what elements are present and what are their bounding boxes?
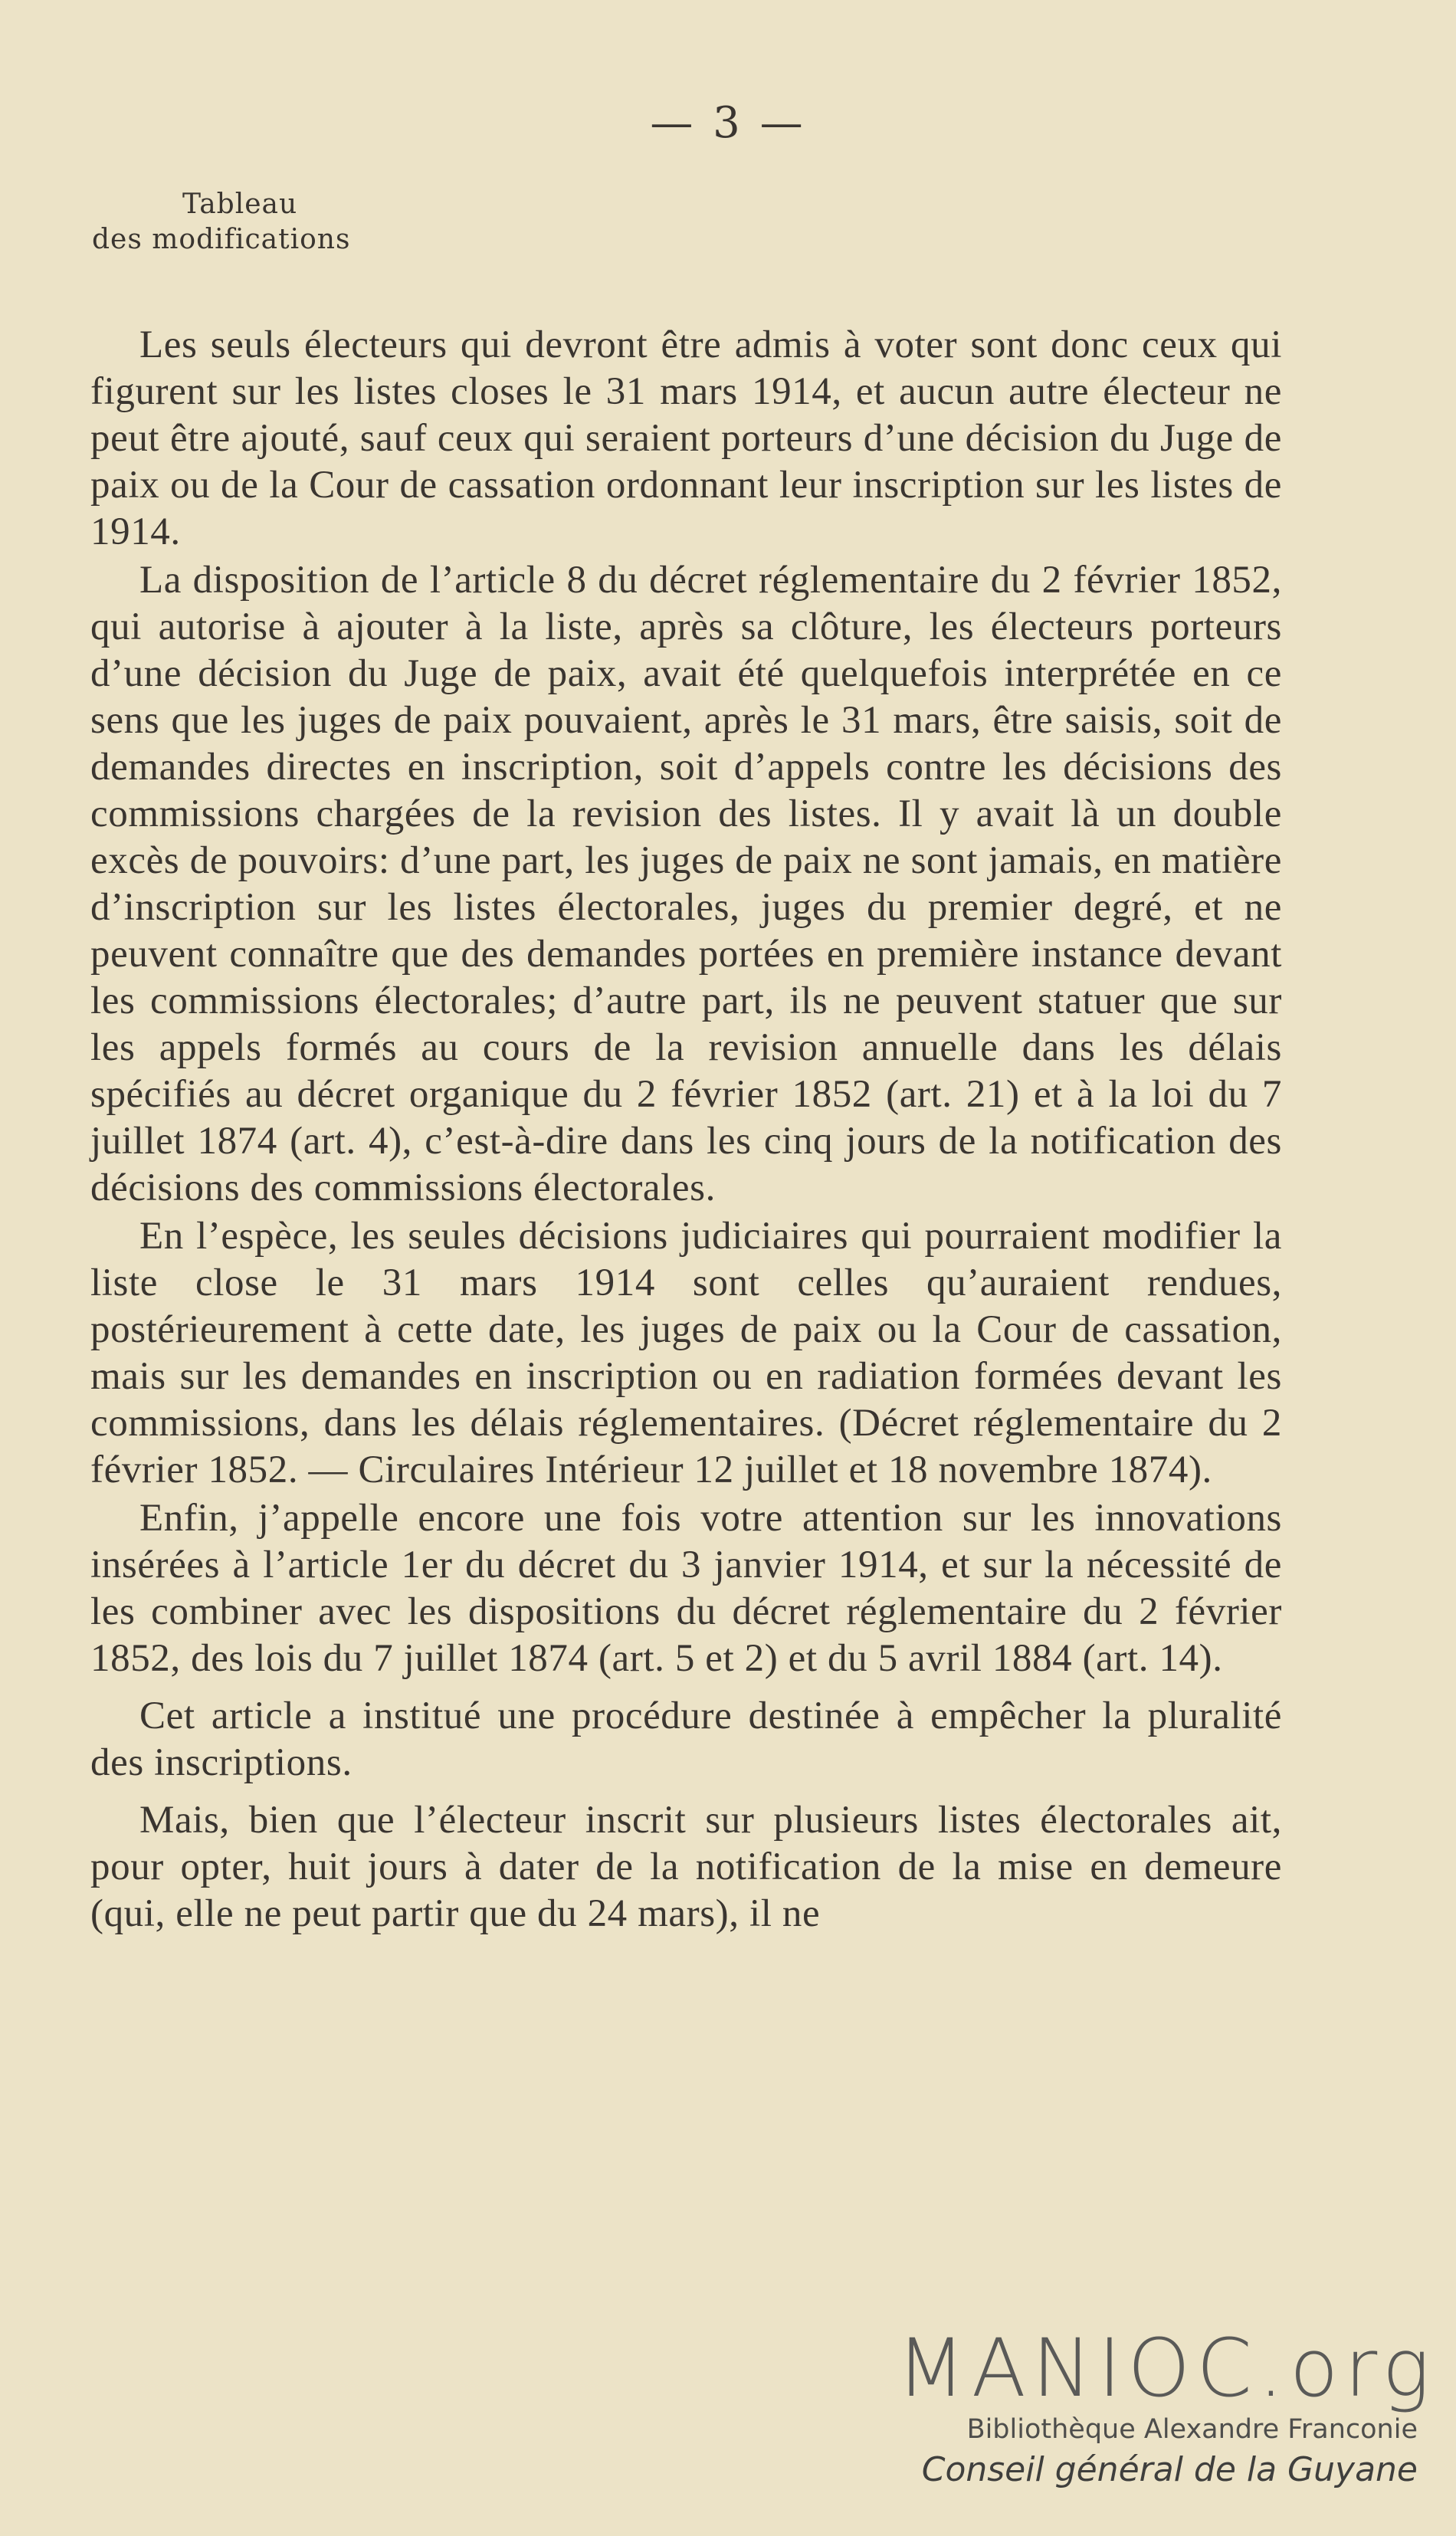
manioc-logo: MANIOC.org	[897, 2321, 1436, 2415]
paragraph-6: Mais, bien que l’électeur inscrit sur plusieurs listes électorales ait, pour opter, huit jours à dater de la notification de la mise en demeure (qui, elle ne peut partir que du 24 mars), il ne	[90, 1799, 1282, 1935]
paragraph-5: Cet article a institué une procédure destinée à empêcher la pluralité des inscriptions.	[90, 1694, 1282, 1784]
page-number: — 3 —	[650, 98, 806, 148]
margin-note	[92, 187, 350, 258]
paragraph-1: Les seuls électeurs qui devront être admis à voter sont donc ceux qui figurent sur les listes closes le 31 mars 1914, et aucun autre électeur ne peut être ajouté, sauf ceux qui seraient porteurs d’une décision du Juge de paix ou de la Cour de cassation ordonnant leur inscription sur les listes de 1914.	[90, 323, 1282, 553]
watermark-council-name: Conseil général de la Guyane	[921, 2450, 1418, 2489]
paragraph-3: En l’espèce, les seules décisions judiciaires qui pourraient modifier la liste close le 31 mars 1914 sont celles qu’auraient rendues, postérieurement à cette date, les juges de paix ou la Cour de cassation, mais sur les demandes en inscription ou en radiation formées devant les commissions, dans les délais réglementaires. (Décret réglementaire du 2 février 1852. — Circulaires Intérieur 12 juillet et 18 novembre 1874).	[90, 1215, 1282, 1491]
watermark-library-name: Bibliothèque Alexandre Franconie	[966, 2414, 1418, 2445]
paragraph-4: Enfin, j’appelle encore une fois votre attention sur les innovations insérées à l’article 1er du décret du 3 janvier 1914, et sur la nécessité de les combiner avec les dispositions du décret réglementaire du 2 février 1852, des lois du 7 juillet 1874 (art. 5 et 2) et du 5 avril 1884 (art. 14).	[90, 1497, 1282, 1680]
paragraph-2: La disposition de l’article 8 du décret réglementaire du 2 février 1852, qui autorise à ajouter à la liste, après sa clôture, les électeurs porteurs d’une décision du Juge de paix, avait été quelquefois interprétée en ce sens que les juges de paix pouvaient, après le 31 mars, être saisis, soit de demandes directes en inscription, soit d’appels contre les décisions des commissions chargées de la revision des listes. Il y avait là un double excès de pouvoirs: d’une part, les juges de paix ne sont jamais, en matière d’inscription sur les listes électorales, juges du premier degré, et ne peuvent connaître que des demandes portées en première instance devant les commissions électorales; d’autre part, ils ne peuvent statuer que sur les appels formés au cours de la revision annuelle dans les délais spécifiés au décret organique du 2 février 1852 (art. 21) et à la loi du 7 juillet 1874 (art. 4), c’est-à-dire dans les cinq jours de la notification des décisions des commissions électorales.	[90, 559, 1282, 1209]
margin-note-line-1: Tableau	[182, 189, 298, 220]
manioc-watermark	[897, 2321, 1436, 2492]
body-text	[90, 322, 1282, 1939]
margin-note-line-2: des modifications	[92, 224, 351, 255]
